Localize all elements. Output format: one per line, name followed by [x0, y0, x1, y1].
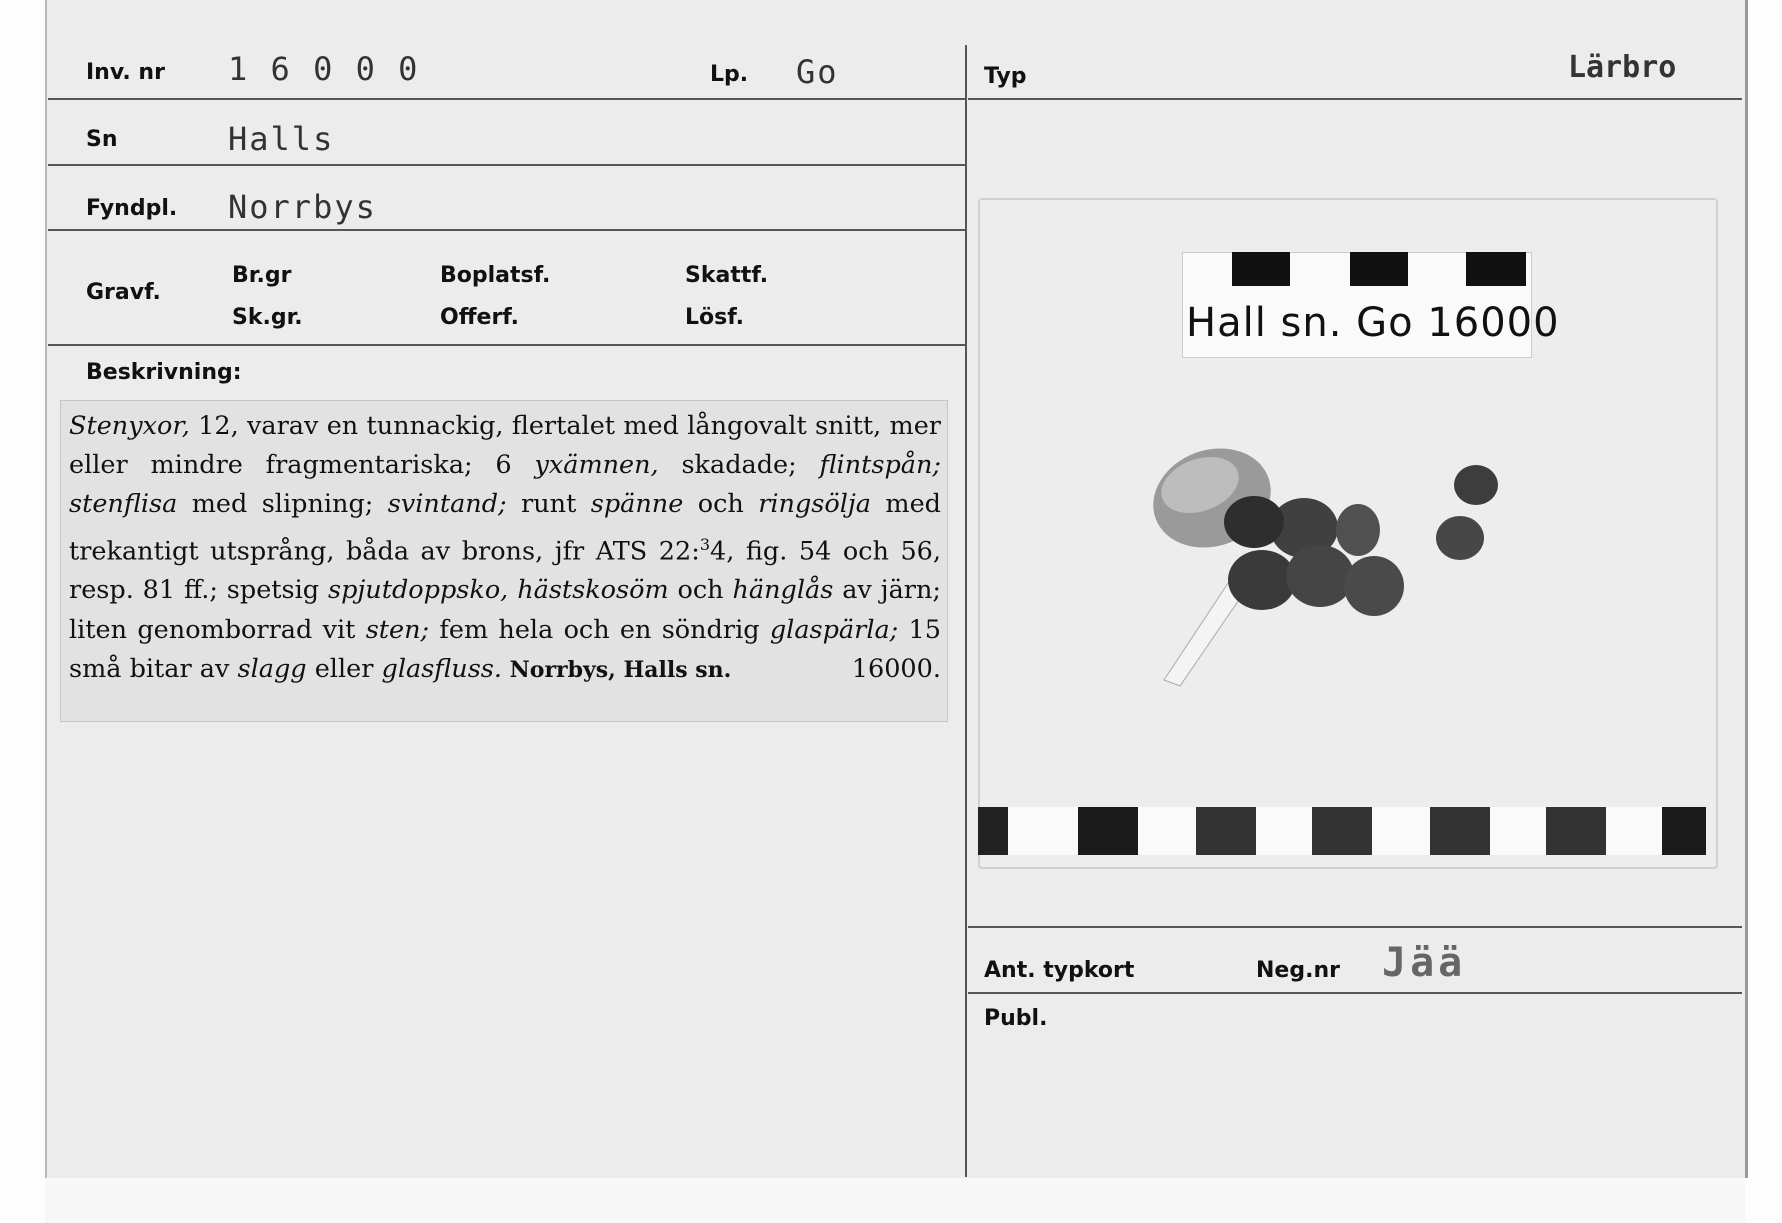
typ-value: Lärbro — [1568, 50, 1677, 85]
glass-bead — [1436, 516, 1484, 560]
negnr-label: Neg.nr — [1256, 958, 1340, 983]
scale-segment — [1256, 807, 1312, 855]
desc-t16: 4 — [710, 536, 727, 567]
scale-segment — [1490, 807, 1546, 855]
skattf-label: Skattf. — [685, 263, 769, 288]
description-slip — [60, 400, 948, 722]
sn-label: Sn — [86, 127, 118, 152]
gravf-label: Gravf. — [86, 280, 161, 305]
desc-t15: 3 — [699, 534, 711, 554]
desc-t24: sten; — [365, 614, 430, 645]
glass-bead — [1286, 545, 1354, 607]
lp-label: Lp. — [710, 62, 749, 87]
desc-t21: och — [668, 575, 733, 606]
scale-segment — [1196, 807, 1256, 855]
scale-segment — [1662, 807, 1706, 855]
desc-t17: , fig. 54 och 56, resp. 81 ff.; spetsig — [69, 536, 941, 606]
desc-t29: eller — [306, 653, 382, 684]
desc-t31: Norrbys, Halls sn. — [502, 656, 732, 683]
scale-segment — [978, 807, 1008, 855]
desc-t22: hänglås — [732, 575, 834, 606]
ant-typkort-label: Ant. typkort — [984, 958, 1135, 983]
scale-segment — [1312, 807, 1372, 855]
publ-label: Publ. — [984, 1006, 1048, 1031]
scale-segment — [1350, 252, 1408, 286]
lp-value: Go — [796, 53, 839, 91]
desc-t04: skadade; — [658, 450, 820, 481]
desc-t11: spänne — [590, 489, 684, 520]
desc-t26: glaspärla; — [769, 614, 899, 645]
scale-segment — [1546, 807, 1606, 855]
desc-t01: Stenyxor, — [69, 411, 190, 441]
desc-t13: ringsölja — [758, 489, 871, 520]
rule-typ — [968, 98, 1742, 100]
desc-t14: med trekantigt utsprång, båda av brons, jfr ATS 22: — [69, 489, 941, 567]
losf-label: Lösf. — [685, 305, 744, 330]
rule-ant — [968, 926, 1742, 928]
desc-t03: yxämnen, — [534, 450, 659, 481]
rule-publ — [968, 992, 1742, 994]
rule-gravf — [48, 344, 966, 346]
desc-t08: med slipning; — [177, 489, 388, 520]
desc-t07: stenflisa — [69, 489, 178, 520]
skgr-label: Sk.gr. — [232, 305, 303, 330]
scale-bar-top — [1182, 252, 1530, 286]
desc-t02: 12, varav en tunnackig, flertalet med långovalt snitt, mer eller mindre fragmentariska; 6 — [69, 411, 941, 481]
rule-header — [48, 98, 966, 100]
glass-bead — [1336, 504, 1380, 556]
desc-t32: 16000. — [851, 653, 941, 684]
boplatsf-label: Boplatsf. — [440, 263, 551, 288]
desc-t19 — [508, 575, 517, 605]
rule-sn — [48, 164, 966, 166]
desc-t20: hästskosöm — [517, 575, 669, 606]
inv-value: 1 6 0 0 0 — [228, 50, 420, 88]
desc-t18: spjutdoppsko, — [327, 575, 509, 606]
brgr-label: Br.gr — [232, 263, 292, 288]
scale-segment — [1606, 807, 1662, 855]
desc-t30: glasfluss. — [381, 653, 502, 684]
scale-segment — [1430, 807, 1490, 855]
glass-bead — [1228, 550, 1296, 610]
desc-t12: och — [683, 489, 759, 520]
glass-bead — [1224, 496, 1284, 548]
beskrivning-label: Beskrivning: — [86, 360, 242, 385]
negnr-value: Jää — [1382, 940, 1467, 986]
scale-bar-bottom — [978, 807, 1712, 855]
rule-fyndpl — [48, 229, 966, 231]
inv-label: Inv. nr — [86, 60, 165, 85]
scale-segment — [1138, 807, 1196, 855]
column-divider — [965, 45, 967, 1177]
fyndpl-value: Norrbys — [228, 188, 377, 226]
fyndpl-label: Fyndpl. — [86, 196, 178, 221]
typ-label: Typ — [984, 64, 1027, 89]
desc-t27: 15 små bitar av — [69, 614, 942, 684]
sn-value: Halls — [228, 120, 335, 158]
desc-t23: av järn; liten genomborrad vit — [69, 575, 941, 645]
desc-t10: runt — [506, 489, 591, 520]
scale-segment — [1008, 807, 1078, 855]
offerf-label: Offerf. — [440, 305, 520, 330]
desc-t05: flintspån; — [819, 450, 942, 481]
scale-segment — [1078, 807, 1138, 855]
photo-label-text: Hall sn. Go 16000 — [1186, 300, 1560, 346]
card-shadow — [45, 1178, 1745, 1223]
scale-segment — [1232, 252, 1290, 286]
desc-t28: slagg — [237, 653, 307, 684]
scale-segment — [1466, 252, 1526, 286]
glass-bead — [1344, 556, 1404, 616]
desc-t09: svintand; — [387, 489, 507, 520]
desc-t25: fem hela och en söndrig — [429, 614, 770, 645]
scale-segment — [1372, 807, 1430, 855]
glass-bead — [1454, 465, 1498, 505]
